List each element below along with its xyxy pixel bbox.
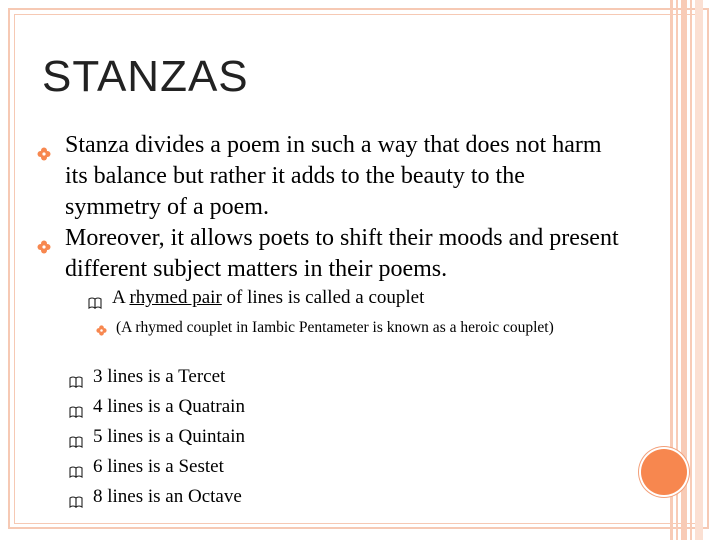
book-bullet-icon: [88, 292, 102, 304]
flower-bullet-icon: [96, 321, 107, 332]
stanza-type-text: 4 lines is a Quatrain: [93, 396, 245, 417]
stanza-type-text: 8 lines is an Octave: [93, 486, 242, 507]
bullet-text: Moreover, it allows poets to shift their moods and present different subject matters in their poems.: [65, 225, 619, 282]
slide-title: STANZAS: [42, 52, 249, 101]
stanza-type-item: [93, 365, 225, 389]
book-bullet-icon: [69, 401, 83, 413]
book-bullet-icon: [69, 461, 83, 473]
bullet-text: Stanza divides a poem in such a way that does not harm its balance but rather it adds to the beauty to the symmetry of a poem.: [65, 132, 602, 220]
book-bullet-icon: [69, 371, 83, 383]
stanza-type-text: 5 lines is a Quintain: [93, 426, 245, 447]
decor-stripe: [695, 0, 703, 540]
bullet-item: [65, 130, 625, 223]
stanza-type-item: [93, 425, 245, 449]
flower-bullet-icon: [37, 139, 51, 153]
couplet-prefix: A: [112, 287, 130, 308]
stanza-type-item: [93, 395, 245, 419]
heroic-note-text: (A rhymed couplet in Iambic Pentameter is known as a heroic couplet): [116, 319, 554, 336]
heroic-note-item: [116, 317, 586, 338]
stanza-type-item: [93, 485, 242, 509]
stanza-type-text: 3 lines is a Tercet: [93, 366, 226, 387]
couplet-suffix: of lines is called a couplet: [221, 287, 425, 308]
book-bullet-icon: [69, 491, 83, 503]
stanza-type-item: [93, 455, 224, 479]
flower-bullet-icon: [37, 232, 51, 246]
couplet-emphasis: rhymed pair: [129, 287, 222, 308]
couplet-item: [112, 286, 424, 310]
book-bullet-icon: [69, 431, 83, 443]
bullet-item: [65, 223, 625, 285]
decor-orange-circle: [641, 449, 687, 495]
stanza-type-text: 6 lines is a Sestet: [93, 456, 224, 477]
decor-stripe: [690, 0, 692, 540]
